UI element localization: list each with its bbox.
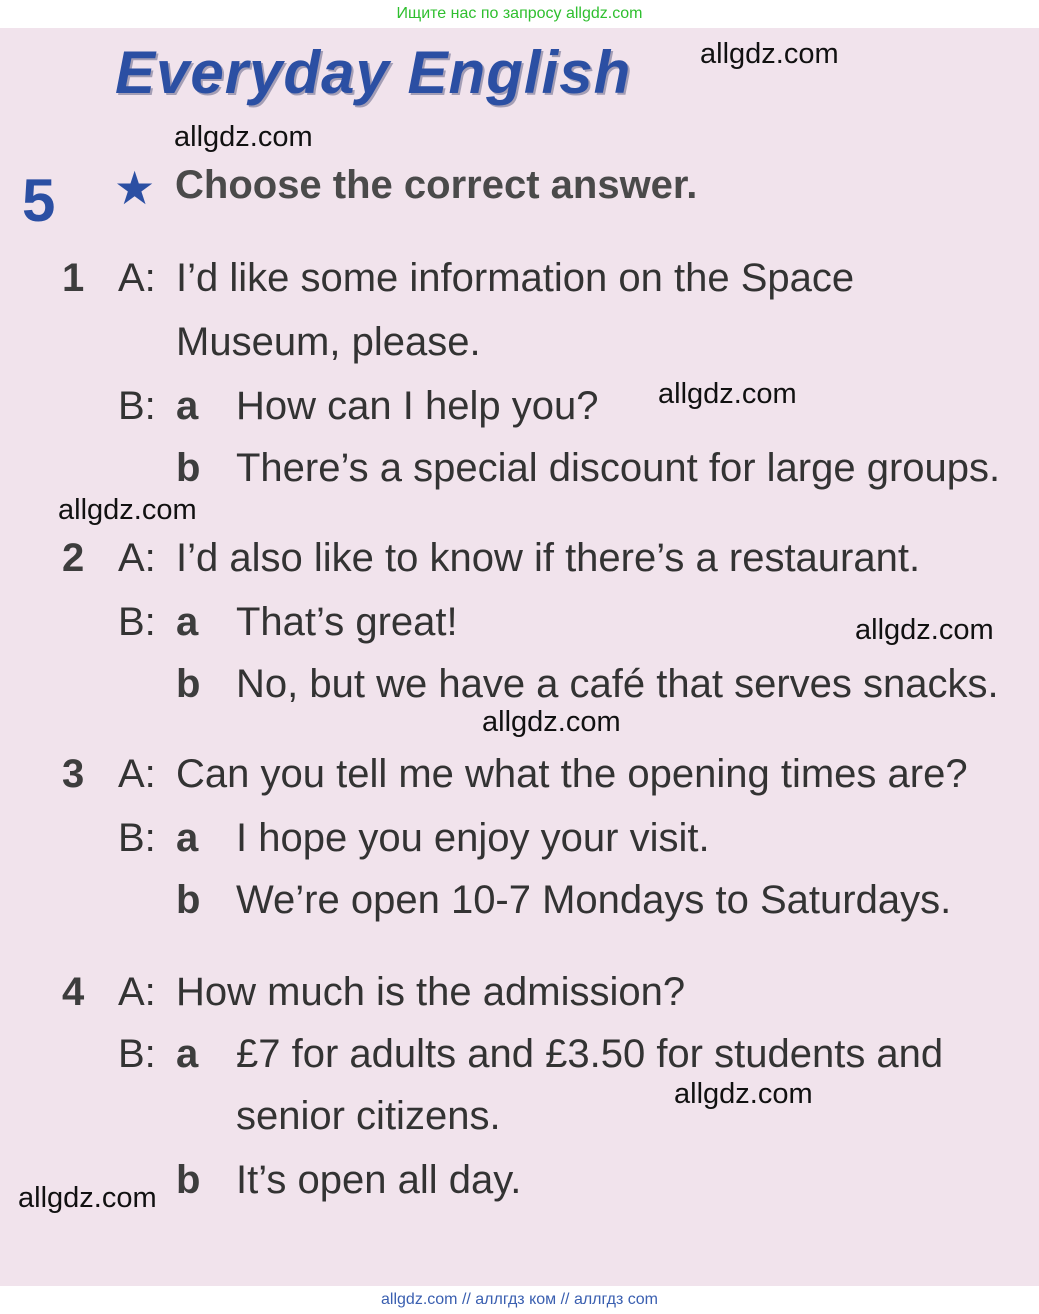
watermark: allgdz.com	[174, 121, 313, 153]
watermark: allgdz.com	[658, 378, 797, 410]
option-text[interactable]: There’s a special discount for large groups.	[236, 446, 1001, 490]
textbook-page	[0, 28, 1039, 1286]
question-prompt: Can you tell me what the opening times are?	[176, 752, 968, 796]
option-letter[interactable]: a	[176, 600, 199, 644]
question-prompt: I’d like some information on the Space	[176, 256, 855, 300]
watermark: allgdz.com	[674, 1078, 813, 1110]
speaker-a-label: A:	[118, 536, 156, 580]
option-letter[interactable]: b	[176, 662, 201, 706]
option-text[interactable]: I hope you enjoy your visit.	[236, 816, 710, 860]
watermark: allgdz.com	[482, 706, 621, 738]
option-text-continued[interactable]: senior citizens.	[236, 1094, 501, 1138]
speaker-a-label: A:	[118, 970, 156, 1014]
option-letter[interactable]: b	[176, 1158, 201, 1202]
exercise-instruction: Choose the correct answer.	[175, 163, 698, 207]
speaker-b-label: B:	[118, 816, 156, 860]
speaker-b-label: B:	[118, 600, 156, 644]
watermark: allgdz.com	[58, 494, 197, 526]
exercise-number: 5	[22, 167, 56, 234]
question-prompt-continued: Museum, please.	[176, 320, 481, 364]
option-text[interactable]: No, but we have a café that serves snacks.	[236, 662, 999, 706]
speaker-a-label: A:	[118, 256, 156, 300]
question-number: 1	[62, 256, 85, 300]
question-number: 3	[62, 752, 85, 796]
option-letter[interactable]: b	[176, 446, 201, 490]
speaker-b-label: B:	[118, 384, 156, 428]
question-prompt: How much is the admission?	[176, 970, 686, 1014]
question-number: 2	[62, 536, 85, 580]
watermark: allgdz.com	[855, 614, 994, 646]
question-prompt: I’d also like to know if there’s a restaurant.	[176, 536, 921, 580]
star-icon: ★	[114, 162, 156, 214]
bottom-banner[interactable]: allgdz.com // аллгдз ком // аллгдз com	[0, 1286, 1039, 1314]
option-letter[interactable]: a	[176, 1032, 199, 1076]
top-banner[interactable]: Ищите нас по запросу allgdz.com	[0, 0, 1039, 28]
option-text[interactable]: It’s open all day.	[236, 1158, 522, 1202]
speaker-a-label: A:	[118, 752, 156, 796]
watermark: allgdz.com	[18, 1182, 157, 1214]
question-number: 4	[62, 970, 85, 1014]
option-letter[interactable]: b	[176, 878, 201, 922]
option-text[interactable]: How can I help you?	[236, 384, 599, 428]
option-letter[interactable]: a	[176, 384, 199, 428]
option-text[interactable]: We’re open 10-7 Mondays to Saturdays.	[236, 878, 952, 922]
option-letter[interactable]: a	[176, 816, 199, 860]
watermark: allgdz.com	[700, 38, 839, 70]
option-text[interactable]: That’s great!	[236, 600, 458, 644]
speaker-b-label: B:	[118, 1032, 156, 1076]
section-title: Everyday English	[115, 39, 632, 106]
option-text[interactable]: £7 for adults and £3.50 for students and	[236, 1032, 944, 1076]
